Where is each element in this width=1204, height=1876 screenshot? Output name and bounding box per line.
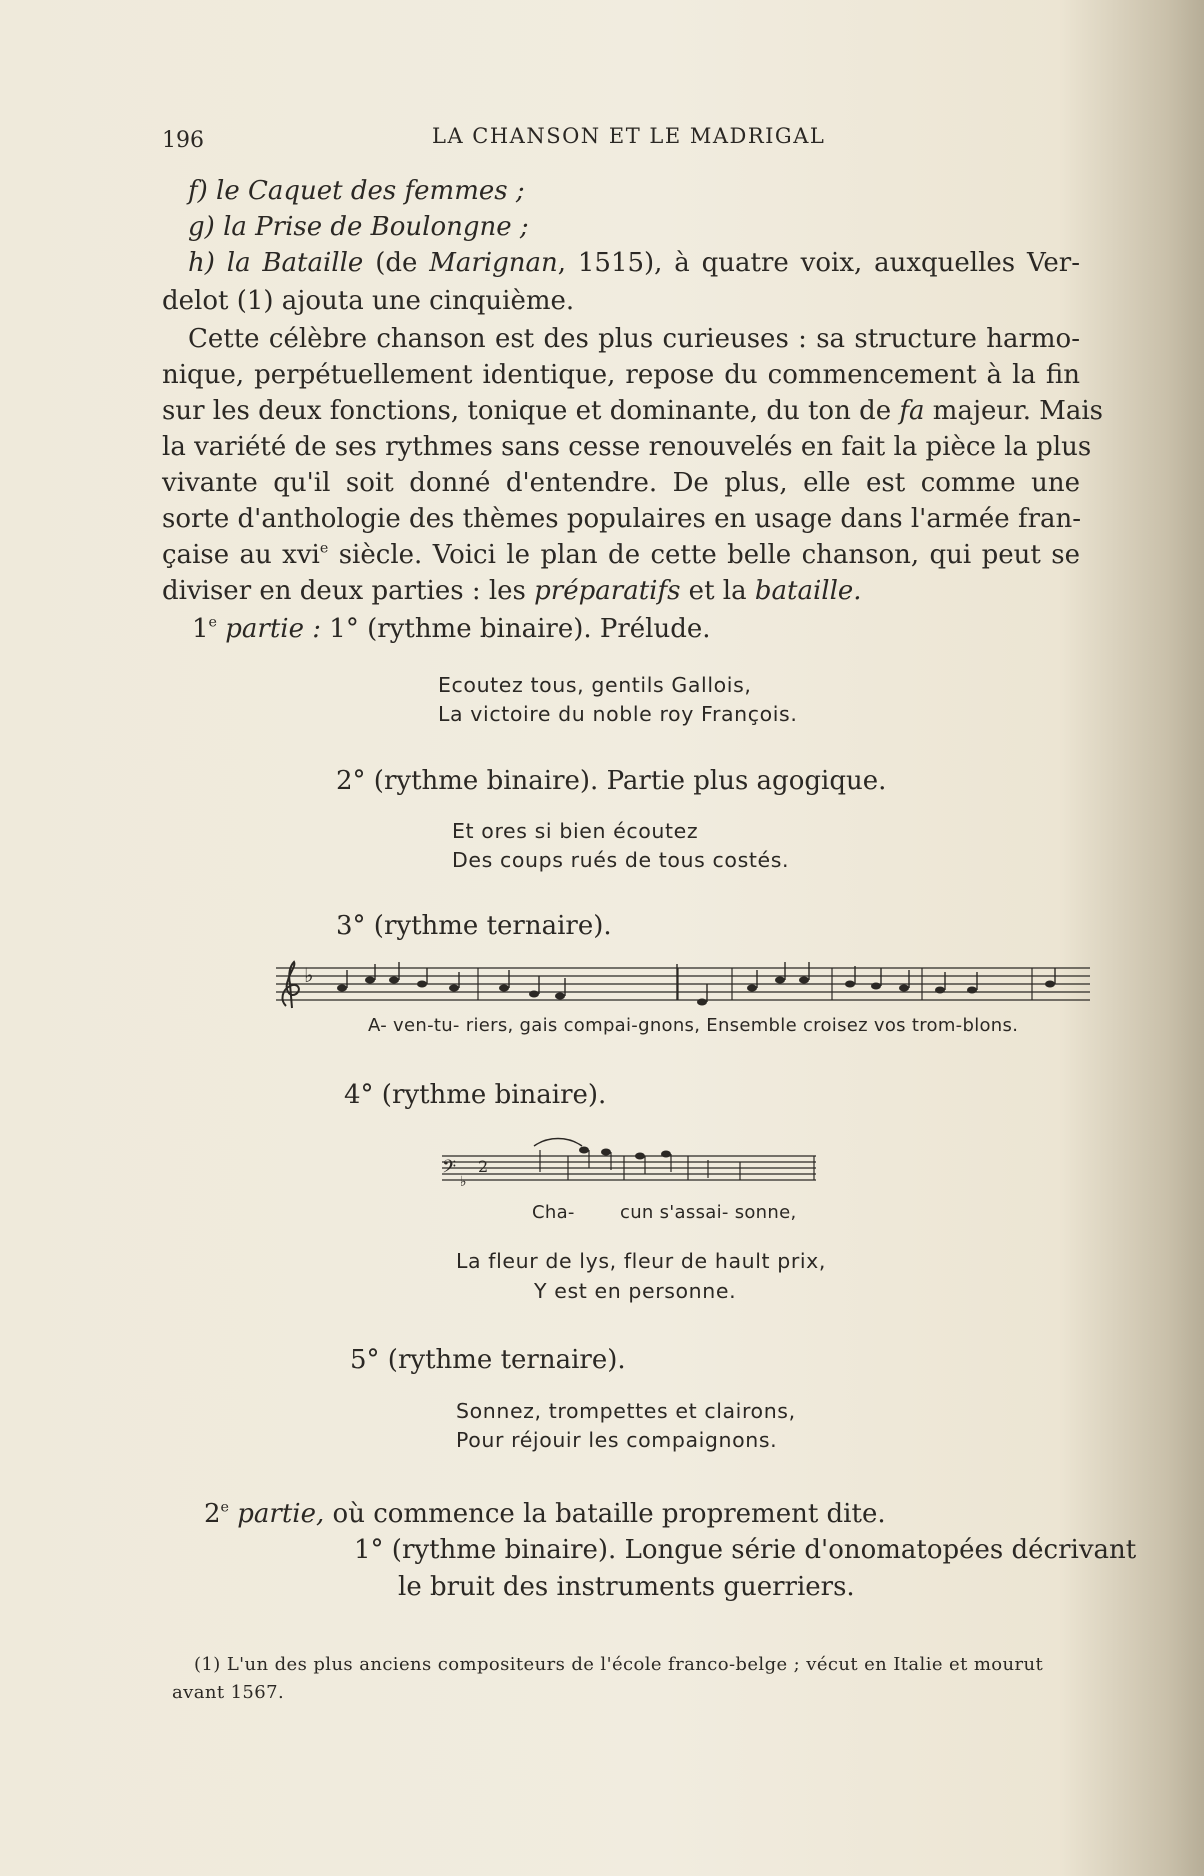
text: et la — [680, 576, 755, 606]
list-item-h-cont: delot (1) ajouta une cinquième. — [162, 286, 575, 316]
section-5-label: 5° (rythme ternaire). — [350, 1345, 626, 1375]
paragraph-line — [162, 540, 1080, 570]
paragraph-line: la variété de ses rythmes sans cesse renouvelés en fait la pièce la plus — [162, 432, 1092, 462]
part-text: où commence la bataille proprement dite. — [324, 1499, 886, 1529]
verse-line: Des coups rués de tous costés. — [452, 848, 790, 872]
footnote: (1) L'un des plus anciens compositeurs de l'école franco-belge ; vécut en Italie et mourut — [194, 1654, 1044, 1675]
paragraph-line: nique, perpétuellement identique, repose du commencement à la fin — [162, 360, 1080, 390]
section-4-label: 4° (rythme binaire). — [344, 1080, 607, 1110]
list-item-g — [188, 212, 529, 242]
music-lyrics: cun s'assai- sonne, — [620, 1202, 797, 1223]
text: majeur. Mais — [924, 396, 1104, 426]
verse-line: La fleur de lys, fleur de hault prix, — [456, 1249, 827, 1273]
part-label: partie : — [217, 614, 330, 644]
list-marker: h) — [188, 248, 215, 278]
verse-line: Pour réjouir les compaignons. — [456, 1428, 778, 1452]
verse-line: La victoire du noble roy François. — [438, 702, 798, 726]
footnote-cont: avant 1567. — [172, 1682, 285, 1703]
verse-line: Y est en personne. — [534, 1279, 737, 1303]
part2-heading — [204, 1499, 886, 1529]
paragraph-line: Cette célèbre chanson est des plus curieuses : sa structure harmo- — [188, 324, 1080, 354]
text: çaise au xvi — [162, 540, 320, 570]
verse-line: Ecoutez tous, gentils Gallois, — [438, 673, 752, 697]
section-2-label: 2° (rythme binaire). Partie plus agogique. — [336, 766, 887, 796]
music-lyrics: Cha- — [532, 1202, 575, 1223]
section-3-label: 3° (rythme ternaire). — [336, 911, 612, 941]
music-staff-bass — [438, 1132, 818, 1192]
verse-line: Sonnez, trompettes et clairons, — [456, 1399, 796, 1423]
flat-sign-icon: ♭ — [304, 963, 314, 987]
part2-item-cont: le bruit des instruments guerriers. — [398, 1572, 855, 1602]
place-name: Marignan — [429, 248, 558, 278]
list-text: , 1515), à quatre voix, auxquelles Ver- — [557, 248, 1080, 278]
text: diviser en deux parties : les — [162, 576, 535, 606]
work-title: la Bataille — [226, 248, 364, 278]
list-text: le Caquet des femmes ; — [216, 176, 525, 206]
list-item-f — [188, 176, 525, 206]
part1-heading — [192, 614, 711, 644]
verse-line: Et ores si bien écoutez — [452, 819, 699, 843]
page-number: 196 — [162, 128, 204, 153]
list-marker: g) — [188, 212, 215, 242]
running-title: LA CHANSON ET LE MADRIGAL — [432, 124, 826, 148]
paren-open: (de — [375, 248, 430, 278]
flat-sign-icon: ♭ — [460, 1174, 467, 1190]
text-italic: bataille. — [754, 576, 862, 606]
text-italic: préparatifs — [534, 576, 681, 606]
list-item-h — [188, 248, 1080, 278]
staff-lines — [442, 1156, 816, 1180]
superscript: e — [208, 614, 218, 631]
paragraph-line — [162, 576, 862, 606]
part-item: 1° (rythme binaire). Prélude. — [329, 614, 711, 644]
list-text: la Prise de Boulongne ; — [223, 212, 529, 242]
treble-clef-icon — [283, 962, 299, 1008]
key-name: fa — [899, 396, 925, 426]
text: siècle. Voici le plan de cette belle chanson, qui peut se — [328, 540, 1080, 570]
bass-clef-icon: 𝄢 — [442, 1157, 457, 1182]
part-number: 1 — [192, 614, 209, 644]
part2-item: 1° (rythme binaire). Longue série d'onomatopées décrivant — [354, 1535, 1137, 1565]
superscript: e — [319, 540, 329, 557]
part-number: 2 — [204, 1499, 221, 1529]
superscript: e — [220, 1499, 230, 1516]
part-label: partie, — [229, 1499, 325, 1529]
music-staff-treble — [272, 960, 1092, 1010]
paragraph-line: vivante qu'il soit donné d'entendre. De plus, elle est comme une — [162, 468, 1080, 498]
text: sur les deux fonctions, tonique et dominante, du ton de — [162, 396, 900, 426]
music-lyrics: A- ven-tu- riers, gais compai-gnons, Ensemble croisez vos trom-blons. — [368, 1015, 1019, 1036]
list-marker: f) — [188, 176, 208, 206]
staff-lines — [276, 968, 1090, 1000]
paragraph-line: sorte d'anthologie des thèmes populaires en usage dans l'armée fran- — [162, 504, 1082, 534]
time-signature: 2 — [478, 1157, 489, 1176]
paragraph-line — [162, 396, 1104, 426]
